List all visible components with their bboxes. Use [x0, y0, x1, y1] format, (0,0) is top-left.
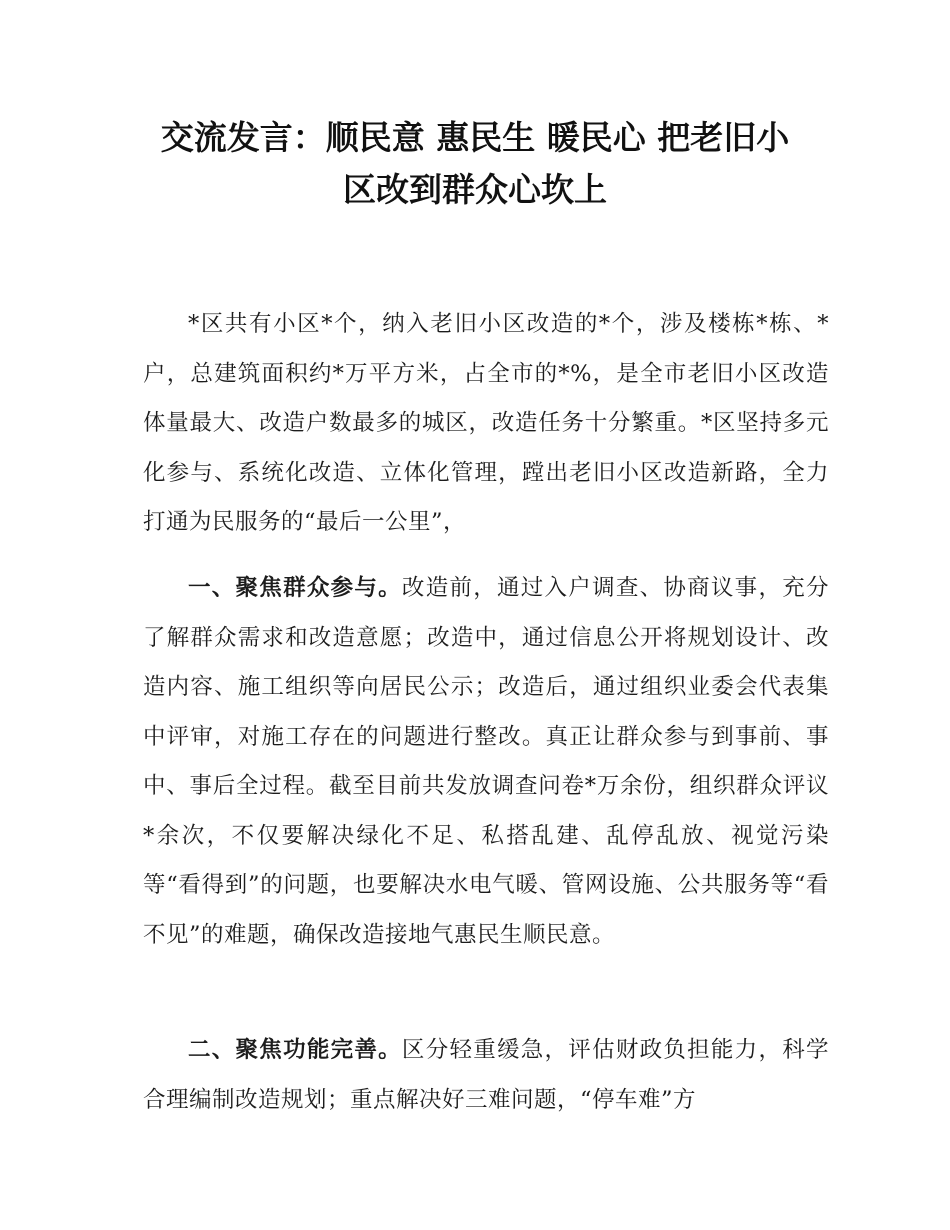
- document-title: [120, 112, 830, 216]
- paragraph-section-2: [143, 1026, 829, 1125]
- section-2-text: 区分轻重缓急，评估财政负担能力，科学合理编制改造规划；重点解决好三难问题，“停车难”方: [143, 1037, 829, 1113]
- paragraph-section-1: [143, 564, 829, 960]
- section-1-heading: 一、聚焦群众参与。: [188, 575, 402, 601]
- section-2-heading: 二、聚焦功能完善。: [188, 1037, 402, 1063]
- title-line-2: 区改到群众心坎上: [343, 170, 607, 209]
- paragraph-intro-text: *区共有小区*个，纳入老旧小区改造的*个，涉及楼栋*栋、*户，总建筑面积约*万平方米，占全市的*%，是全市老旧小区改造体量最大、改造户数最多的城区，改造任务十分繁重。*区坚持多元化参与、系统化改造、立体化管理，蹚出老旧小区改造新路，全力打通为民服务的“最后一公里”，: [143, 311, 829, 535]
- paragraph-intro: [143, 300, 829, 548]
- title-line-1: 交流发言：顺民意 惠民生 暖民心 把老旧小: [160, 118, 790, 157]
- section-1-text: 改造前，通过入户调查、协商议事，充分了解群众需求和改造意愿；改造中，通过信息公开将规划设计、改造内容、施工组织等向居民公示；改造后，通过组织业委会代表集中评审，对施工存在的问题进行整改。真正让群众参与到事前、事中、事后全过程。截至目前共发放调查问卷*万余份，组织群众评议*余次，不仅要解决绿化不足、私搭乱建、乱停乱放、视觉污染等“看得到”的问题，也要解决水电气暖、管网设施、公共服务等“看不见”的难题，确保改造接地气惠民生顺民意。: [143, 575, 829, 948]
